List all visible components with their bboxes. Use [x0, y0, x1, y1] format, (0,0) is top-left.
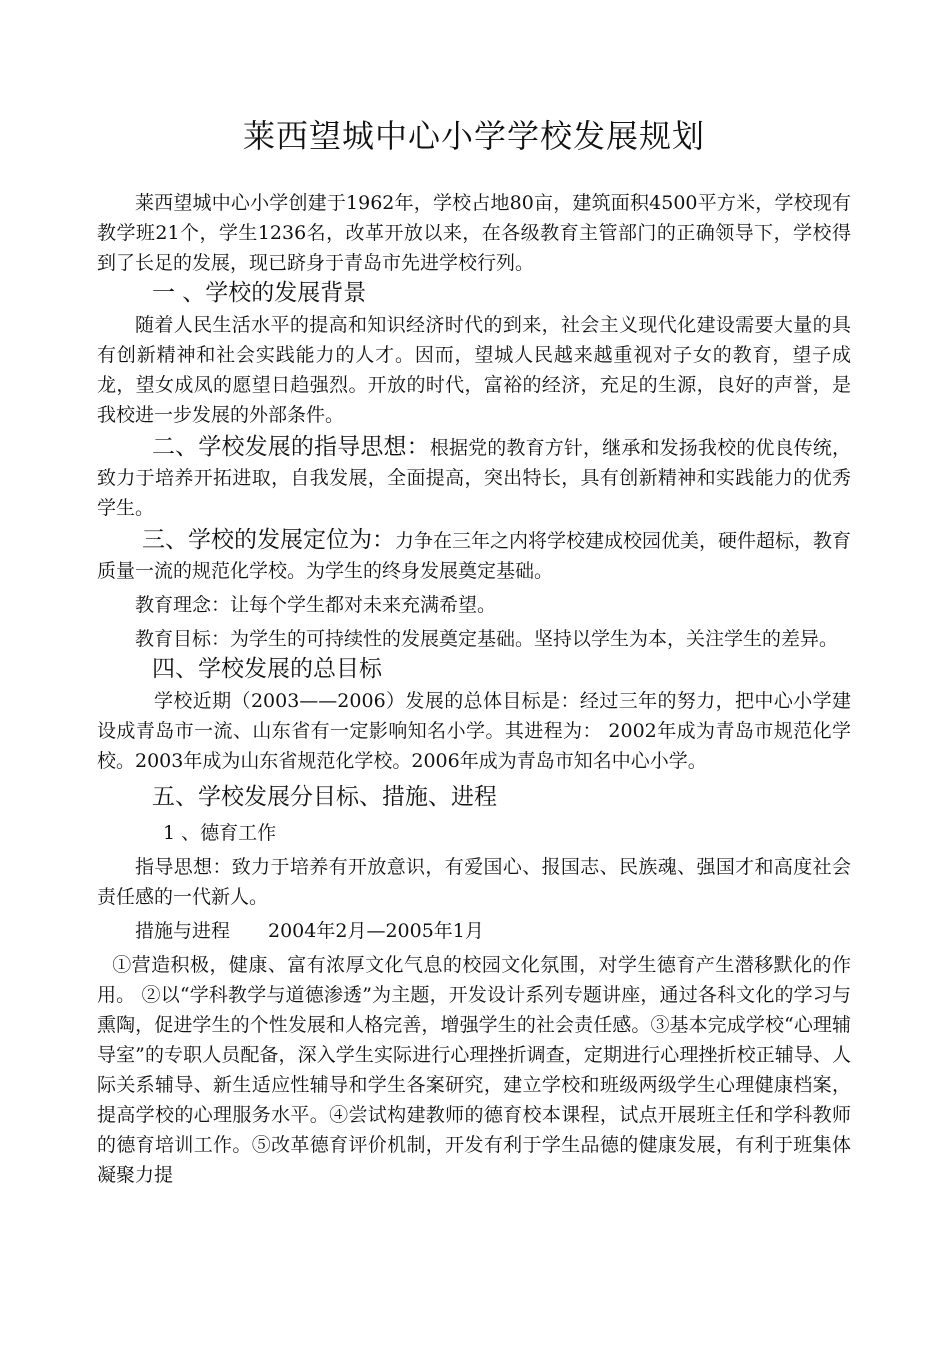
section-3-body: 力争在三年之内将学校建成校园优美，硬件超标，教育质量一流的规范化学校。为学生的终身发展奠定基础。 [97, 530, 852, 582]
section-5-guide: 指导思想：致力于培养有开放意识，有爱国心、报国志、民族魂、强国才和高度社会责任感的一代新人。 [97, 856, 851, 908]
section-4-body: 学校近期（2003——2006）发展的总体目标是：经过三年的努力，把中心小学建设成青岛市一流、山东省有一定影响知名小学。其进程为： 2002年成为青岛市规范化学校。2003年成为山东省规范化学校。2006年成为青岛市知名中心小学。 [97, 690, 851, 772]
section-1-heading: 一 、学校的发展背景 [152, 280, 367, 306]
section-4-heading: 四、学校发展的总目标 [152, 656, 382, 682]
section-5-heading: 五、学校发展分目标、措施、进程 [152, 784, 497, 810]
document-page [97, 110, 851, 1190]
document-title: 莱西望城中心小学学校发展规划 [242, 117, 705, 155]
section-3-paragraph [97, 525, 851, 586]
section-3-goal: 教育目标：为学生的可持续性的发展奠定基础。坚持以学生为本，关注学生的差异。 [135, 628, 839, 650]
section-2-body: 根据党的教育方针，继承和发扬我校的优良传统，致力于培养开拓进取，自我发展，全面提高，突出特长，具有创新精神和实践能力的优秀学生。 [97, 437, 851, 519]
section-3-concept: 教育理念：让每个学生都对未来充满希望。 [135, 594, 497, 616]
section-1-body: 随着人民生活水平的提高和知识经济时代的到来，社会主义现代化建设需要大量的具有创新精神和社会实践能力的人才。因而，望城人民越来越重视对子女的教育，望子成龙，望女成凤的愿望日趋强烈。开放的时代，富裕的经济，充足的生源，良好的声誉，是我校进一步发展的外部条件。 [97, 314, 851, 426]
section-2-heading: 二、学校发展的指导思想： [152, 434, 430, 460]
section-5-subheading: 1 、德育工作 [163, 822, 277, 844]
section-3-heading: 三、学校的发展定位为： [142, 527, 395, 553]
section-2-paragraph [97, 432, 851, 523]
section-5-measures: 措施与进程 2004年2月—2005年1月 [135, 920, 484, 942]
intro-paragraph: 莱西望城中心小学创建于1962年，学校占地80亩，建筑面积4500平方米，学校现有教学班21个，学生1236名，改革开放以来，在各级教育主管部门的正确领导下，学校得到了长足的发展，现已跻身于青岛市先进学校行列。 [97, 192, 851, 274]
section-5-items: ①营造积极，健康、富有浓厚文化气息的校园文化氛围，对学生德育产生潜移默化的作用。 ②以“学科教学与道德渗透”为主题，开发设计系列专题讲座，通过各科文化的学习与熏陶，促进学生的个性发展和人格完善，增强学生的社会责任感。③基本完成学校“心理辅导室”的专职人员配备，深入学生实际进行心理挫折调查，定期进行心理挫折校正辅导、人际关系辅导、新生适应性辅导和学生各案研究，建立学校和班级两级学生心理健康档案，提高学校的心理服务水平。④尝试构建教师的德育校本课程，试点开展班主任和学科教师的德育培训工作。⑤改革德育评价机制，开发有利于学生品德的健康发展，有利于班集体凝聚力提 [97, 954, 851, 1186]
